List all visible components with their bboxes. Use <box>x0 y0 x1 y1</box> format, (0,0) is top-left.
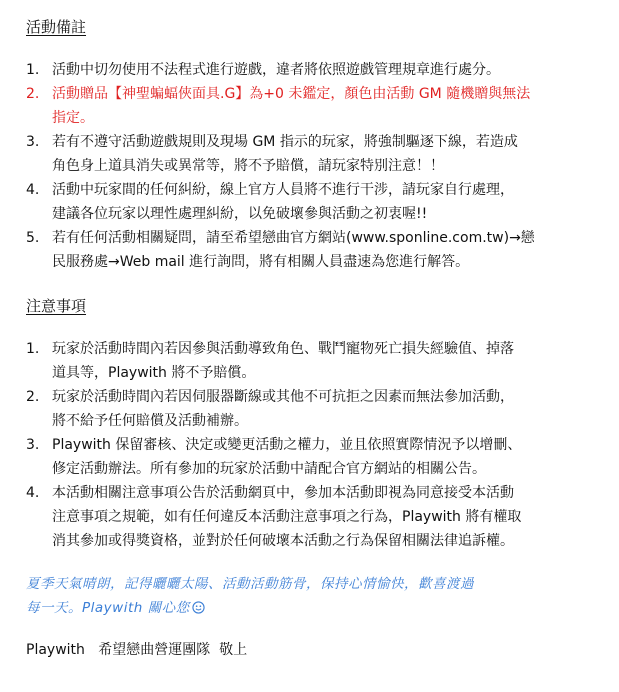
item-text: 指定。 <box>52 110 94 126</box>
precautions-heading: 注意事項 <box>26 297 87 315</box>
signature: Playwith 希望戀曲營運團隊 敬上 <box>26 642 248 658</box>
list-item <box>26 433 586 481</box>
item-text: 角色身上道具消失或異常等，將不予賠償，請玩家特別注意！！ <box>52 158 444 174</box>
closing-note <box>26 572 596 620</box>
event-notes-list <box>26 58 586 274</box>
precautions-list <box>26 337 586 553</box>
item-text: 玩家於活動時間內若因伺服器斷線或其他不可抗拒之因素而無法參加活動， <box>52 389 514 405</box>
item-text: 若有任何活動相關疑問，請至希望戀曲官方網站(www.sponline.com.tw)→戀 <box>52 230 535 246</box>
item-text: 若有不遵守活動遊戲規則及現場 GM 指示的玩家，將強制驅逐下線，若造成 <box>52 134 518 150</box>
list-item <box>26 58 586 82</box>
item-text: 活動中玩家間的任何糾紛，線上官方人員將不進行干涉，請玩家自行處理， <box>52 182 514 198</box>
list-item <box>26 130 586 178</box>
item-number: 5. <box>26 230 40 246</box>
item-number: 3. <box>26 437 40 453</box>
item-number: 1. <box>26 341 40 357</box>
item-number: 3. <box>26 134 40 150</box>
item-text: 消其參加或得獎資格，並對於任何破壞本活動之行為保留相關法律追訴權。 <box>52 533 514 549</box>
item-text: 玩家於活動時間內若因參與活動導致角色、戰鬥寵物死亡損失經驗值、掉落 <box>52 341 514 357</box>
item-text: 修定活動辦法。所有參加的玩家於活動中請配合官方網站的相關公告。 <box>52 461 486 477</box>
list-item <box>26 337 586 385</box>
item-number: 2. <box>26 389 40 405</box>
event-notes-heading: 活動備註 <box>26 18 87 36</box>
smile-icon <box>192 601 205 614</box>
closing-note-line <box>26 596 596 620</box>
item-text: 民服務處→Web mail 進行詢問，將有相關人員盡速為您進行解答。 <box>52 254 470 270</box>
item-text: 活動中切勿使用不法程式進行遊戲，違者將依照遊戲管理規章進行處分。 <box>52 62 500 78</box>
closing-note-line: 夏季天氣晴朗，記得曬曬太陽、活動活動筋骨，保持心情愉快，歡喜渡過 <box>26 576 474 592</box>
item-text: 活動贈品【神聖蝙蝠俠面具.G】為+0 未鑑定，顏色由活動 GM 隨機贈與無法 <box>52 86 531 102</box>
list-item <box>26 385 586 433</box>
item-text: 建議各位玩家以理性處理糾紛，以免破壞參與活動之初衷喔!! <box>52 206 428 222</box>
item-number: 4. <box>26 485 40 501</box>
list-item <box>26 226 586 274</box>
list-item <box>26 481 586 553</box>
item-text: 將不給予任何賠償及活動補辦。 <box>52 413 248 429</box>
item-number: 4. <box>26 182 40 198</box>
item-text: Playwith 保留審核、決定或變更活動之權力，並且依照實際情況予以增刪、 <box>52 437 522 453</box>
item-text: 本活動相關注意事項公告於活動網頁中，參加本活動即視為同意接受本活動 <box>52 485 514 501</box>
list-item <box>26 178 586 226</box>
item-text: 注意事項之規範，如有任何違反本活動注意事項之行為，Playwith 將有權取 <box>52 509 522 525</box>
item-text: 道具等，Playwith 將不予賠償。 <box>52 365 256 381</box>
closing-note-text: 每一天。Playwith 關心您 <box>26 600 190 616</box>
list-item-highlighted <box>26 82 586 130</box>
item-number: 1. <box>26 62 40 78</box>
item-number: 2. <box>26 86 40 102</box>
